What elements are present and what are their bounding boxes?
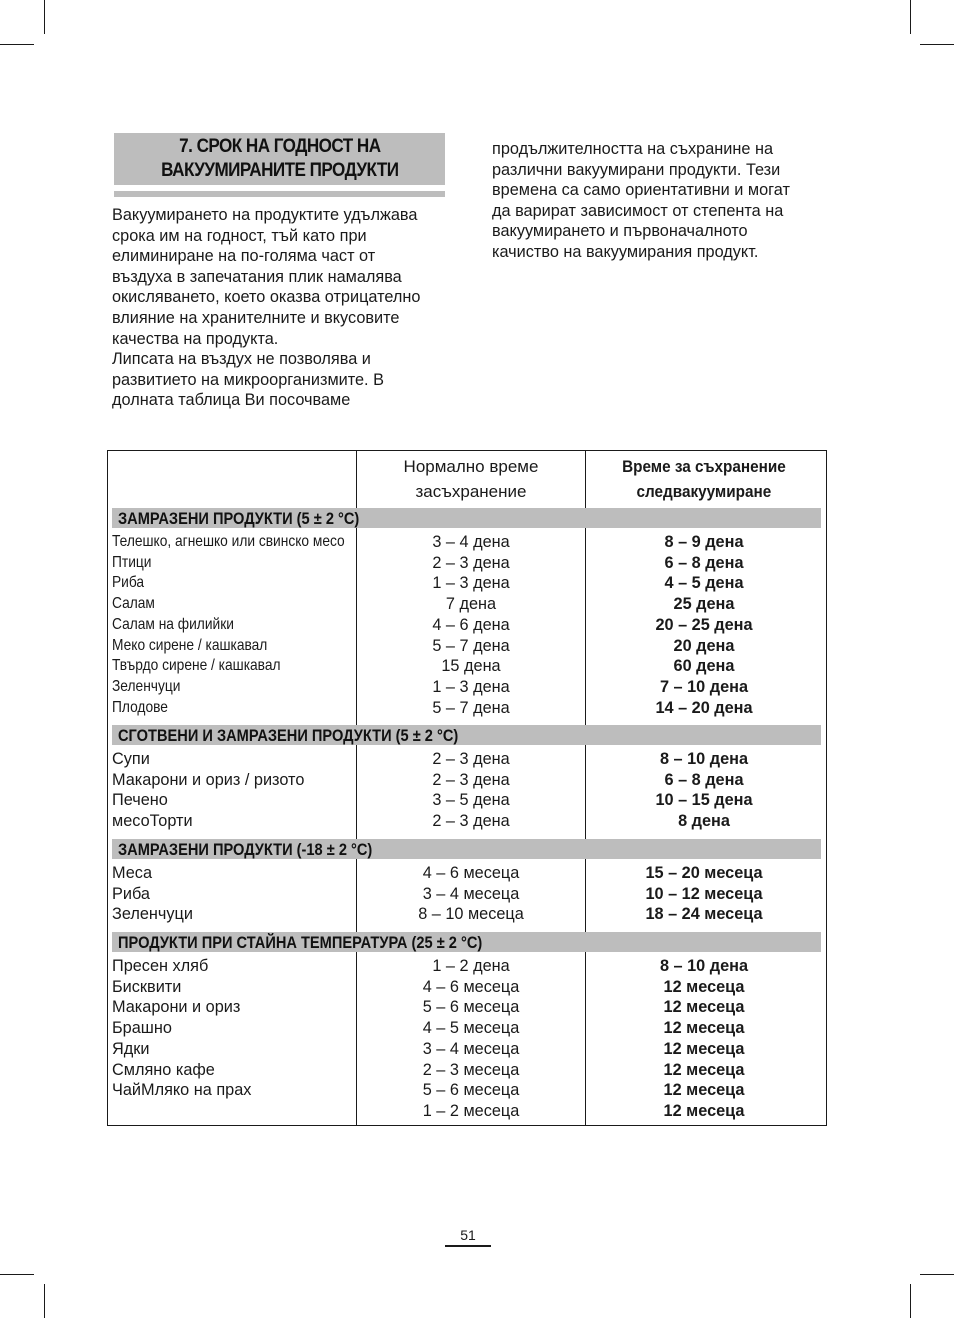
product-name: Макарони и ориз / ризото xyxy=(112,770,305,789)
product-name: Ядки xyxy=(112,1039,150,1058)
normal-storage-time: 3 – 4 месеца xyxy=(422,1039,520,1058)
table-row xyxy=(0,749,954,770)
normal-storage-time: 3 – 5 дена xyxy=(432,791,510,810)
product-name: Птици xyxy=(112,553,152,571)
table-row xyxy=(0,573,954,594)
crop-mark xyxy=(0,44,34,45)
normal-storage-time: 2 – 3 дена xyxy=(432,553,510,572)
product-name: Салам xyxy=(112,595,155,613)
paragraph-line: качиство на вакуумирания продукт. xyxy=(492,242,759,261)
normal-storage-time: 1 – 3 дена xyxy=(432,574,510,593)
product-name: Смляно кафе xyxy=(112,1060,215,1079)
normal-storage-time: 7 дена xyxy=(445,595,497,614)
vacuum-storage-time: 10 – 12 месеца xyxy=(645,884,763,903)
table-row xyxy=(0,790,954,811)
section-title-line1: 7. СРОК НА ГОДНОСТ НА xyxy=(178,136,381,157)
vacuum-storage-time: 60 дена xyxy=(673,657,735,676)
normal-storage-time: 2 – 3 дена xyxy=(432,750,510,768)
category-label: ЗАМРАЗЕНИ ПРОДУКТИ (5 ± 2 °C) xyxy=(118,509,360,528)
vacuum-storage-time: 7 – 10 дена xyxy=(659,677,749,696)
paragraph-line: окисляването, което оказва отрицателно xyxy=(112,288,421,307)
table-row xyxy=(0,770,954,791)
normal-storage-time: 4 – 5 месеца xyxy=(422,1019,520,1038)
normal-storage-time: 5 – 6 месеца xyxy=(422,1081,520,1100)
normal-storage-time: 4 – 6 месеца xyxy=(422,864,520,882)
crop-mark xyxy=(910,1284,911,1318)
product-name: Меко сирене / кашкавал xyxy=(112,636,268,654)
vacuum-storage-time: 8 – 10 дена xyxy=(659,957,749,975)
paragraph-line: Вакуумирането на продуктите удължава xyxy=(112,206,418,224)
product-name: Меса xyxy=(112,864,152,882)
vacuum-storage-time: 6 – 8 дена xyxy=(664,770,744,789)
product-name: Риба xyxy=(112,574,145,592)
table-row xyxy=(0,636,954,657)
table-row xyxy=(0,594,954,615)
vacuum-storage-time: 8 дена xyxy=(678,812,730,831)
intro-paragraph-right xyxy=(492,139,832,263)
table-row xyxy=(0,884,954,905)
vacuum-storage-time: 12 месеца xyxy=(663,1019,745,1038)
normal-storage-time: 3 – 4 месеца xyxy=(422,884,520,903)
table-row xyxy=(0,811,954,832)
paragraph-line: Липсата на въздух не позволява и xyxy=(112,350,371,369)
paragraph-line: въздуха в запечатания плик намалява xyxy=(112,267,402,286)
product-name: Печено xyxy=(112,791,168,810)
table-row xyxy=(0,553,954,574)
table-row xyxy=(0,997,954,1018)
crop-mark xyxy=(44,1284,45,1318)
table-row xyxy=(0,656,954,677)
product-name: Зеленчуци xyxy=(112,677,181,695)
vacuum-storage-time: 12 месеца xyxy=(663,1060,745,1079)
normal-storage-time: 4 – 6 месеца xyxy=(422,977,520,996)
normal-storage-time: 1 – 2 месеца xyxy=(422,1101,520,1120)
header-normal-time xyxy=(357,452,585,506)
category-label: ЗАМРАЗЕНИ ПРОДУКТИ (-18 ± 2 °C) xyxy=(118,840,373,859)
section-heading xyxy=(114,133,445,191)
product-name: Телешко, агнешко или свинско месо xyxy=(112,533,345,550)
paragraph-line: срока им на годност, тъй като при xyxy=(112,226,367,245)
vacuum-storage-time: 12 месеца xyxy=(663,977,745,996)
normal-storage-time: 8 – 10 месеца xyxy=(418,905,524,924)
product-name: ЧайМляко на прах xyxy=(112,1081,252,1100)
table-row xyxy=(0,698,954,719)
crop-mark xyxy=(44,0,45,34)
table-row xyxy=(0,677,954,698)
section-title-line2: ВАКУУМИРАНИТЕ ПРОДУКТИ xyxy=(160,160,399,181)
header-normal-line2: засъхранение xyxy=(415,482,527,501)
normal-storage-time: 5 – 7 дена xyxy=(432,636,510,655)
paragraph-line: продължителността на съхранине на xyxy=(492,140,773,158)
header-normal-line1: Нормално време xyxy=(403,457,539,476)
normal-storage-time: 1 – 3 дена xyxy=(432,677,510,696)
crop-mark xyxy=(920,1274,954,1275)
paragraph-line: долната таблица Ви посочваме xyxy=(112,391,351,410)
normal-storage-time: 4 – 6 дена xyxy=(432,615,510,634)
intro-paragraph-left xyxy=(112,205,452,411)
product-name: Зеленчуци xyxy=(112,905,193,924)
vacuum-storage-time: 20 – 25 дена xyxy=(655,615,753,634)
table-row xyxy=(0,977,954,998)
crop-mark xyxy=(910,0,911,34)
vacuum-storage-time: 15 – 20 месеца xyxy=(645,864,763,882)
normal-storage-time: 2 – 3 месеца xyxy=(422,1060,520,1079)
product-name: Брашно xyxy=(112,1019,172,1038)
table-row xyxy=(0,1060,954,1081)
table-row xyxy=(0,1018,954,1039)
table-row xyxy=(0,532,954,553)
vacuum-storage-time: 4 – 5 дена xyxy=(664,574,744,593)
product-name: Макарони и ориз xyxy=(112,998,241,1017)
vacuum-storage-time: 10 – 15 дена xyxy=(655,791,753,810)
product-name: месоТорти xyxy=(112,812,193,831)
normal-storage-time: 3 – 4 дена xyxy=(432,533,510,551)
vacuum-storage-time: 6 – 8 дена xyxy=(664,553,744,572)
header-vacuum-line1: Време за съхранение xyxy=(622,457,786,476)
vacuum-storage-time: 8 – 10 дена xyxy=(659,750,749,768)
table-row xyxy=(0,956,954,977)
normal-storage-time: 5 – 6 месеца xyxy=(422,998,520,1017)
normal-storage-time: 5 – 7 дена xyxy=(432,698,510,717)
product-name: Салам на филийки xyxy=(112,615,234,633)
normal-storage-time: 2 – 3 дена xyxy=(432,812,510,831)
table-row xyxy=(0,1101,954,1122)
crop-mark xyxy=(0,1274,34,1275)
vacuum-storage-time: 18 – 24 месеца xyxy=(645,905,763,924)
table-row xyxy=(0,863,954,884)
vacuum-storage-time: 12 месеца xyxy=(663,1039,745,1058)
page-number: 51 xyxy=(445,1226,491,1247)
table-row xyxy=(0,1039,954,1060)
paragraph-line: различни вакуумирани продукти. Тези xyxy=(492,160,781,179)
product-name: Твърдо сирене / кашкавал xyxy=(112,657,281,675)
vacuum-storage-time: 12 месеца xyxy=(663,998,745,1017)
header-vacuum-time xyxy=(586,452,822,506)
product-name: Риба xyxy=(112,884,150,903)
product-name: Пресен хляб xyxy=(112,957,209,975)
vacuum-storage-time: 14 – 20 дена xyxy=(655,698,753,717)
product-name: Супи xyxy=(112,750,150,768)
paragraph-line: да варират зависимост от степента на xyxy=(492,201,784,220)
paragraph-line: вакуумирането и първоначалното xyxy=(492,222,748,241)
header-vacuum-line2: следвакуумиране xyxy=(636,482,772,501)
normal-storage-time: 2 – 3 дена xyxy=(432,770,510,789)
vacuum-storage-time: 25 дена xyxy=(673,595,735,614)
normal-storage-time: 15 дена xyxy=(441,657,501,676)
category-label: ПРОДУКТИ ПРИ СТАЙНА ТЕМПЕРАТУРА (25 ± 2 °C) xyxy=(118,933,483,952)
vacuum-storage-time: 12 месеца xyxy=(663,1101,745,1120)
paragraph-line: развитието на микроорганизмите. В xyxy=(112,370,384,389)
vacuum-storage-time: 8 – 9 дена xyxy=(664,533,744,551)
normal-storage-time: 1 – 2 дена xyxy=(432,957,510,975)
product-name: Бисквити xyxy=(112,977,182,996)
paragraph-line: влияние на хранителните и вкусовите xyxy=(112,308,400,327)
paragraph-line: времена са само ориентативни и могат xyxy=(492,181,790,200)
table-row xyxy=(0,615,954,636)
product-name: Плодове xyxy=(112,698,168,716)
crop-mark xyxy=(920,44,954,45)
paragraph-line: качества на продукта. xyxy=(112,329,279,348)
table-row xyxy=(0,904,954,925)
table-row xyxy=(0,1080,954,1101)
category-label: СГОТВЕНИ И ЗАМРАЗЕНИ ПРОДУКТИ (5 ± 2 °C) xyxy=(118,726,459,745)
vacuum-storage-time: 20 дена xyxy=(673,636,735,655)
paragraph-line: елиминиране на по-голяма част от xyxy=(112,247,376,266)
vacuum-storage-time: 12 месеца xyxy=(663,1081,745,1100)
